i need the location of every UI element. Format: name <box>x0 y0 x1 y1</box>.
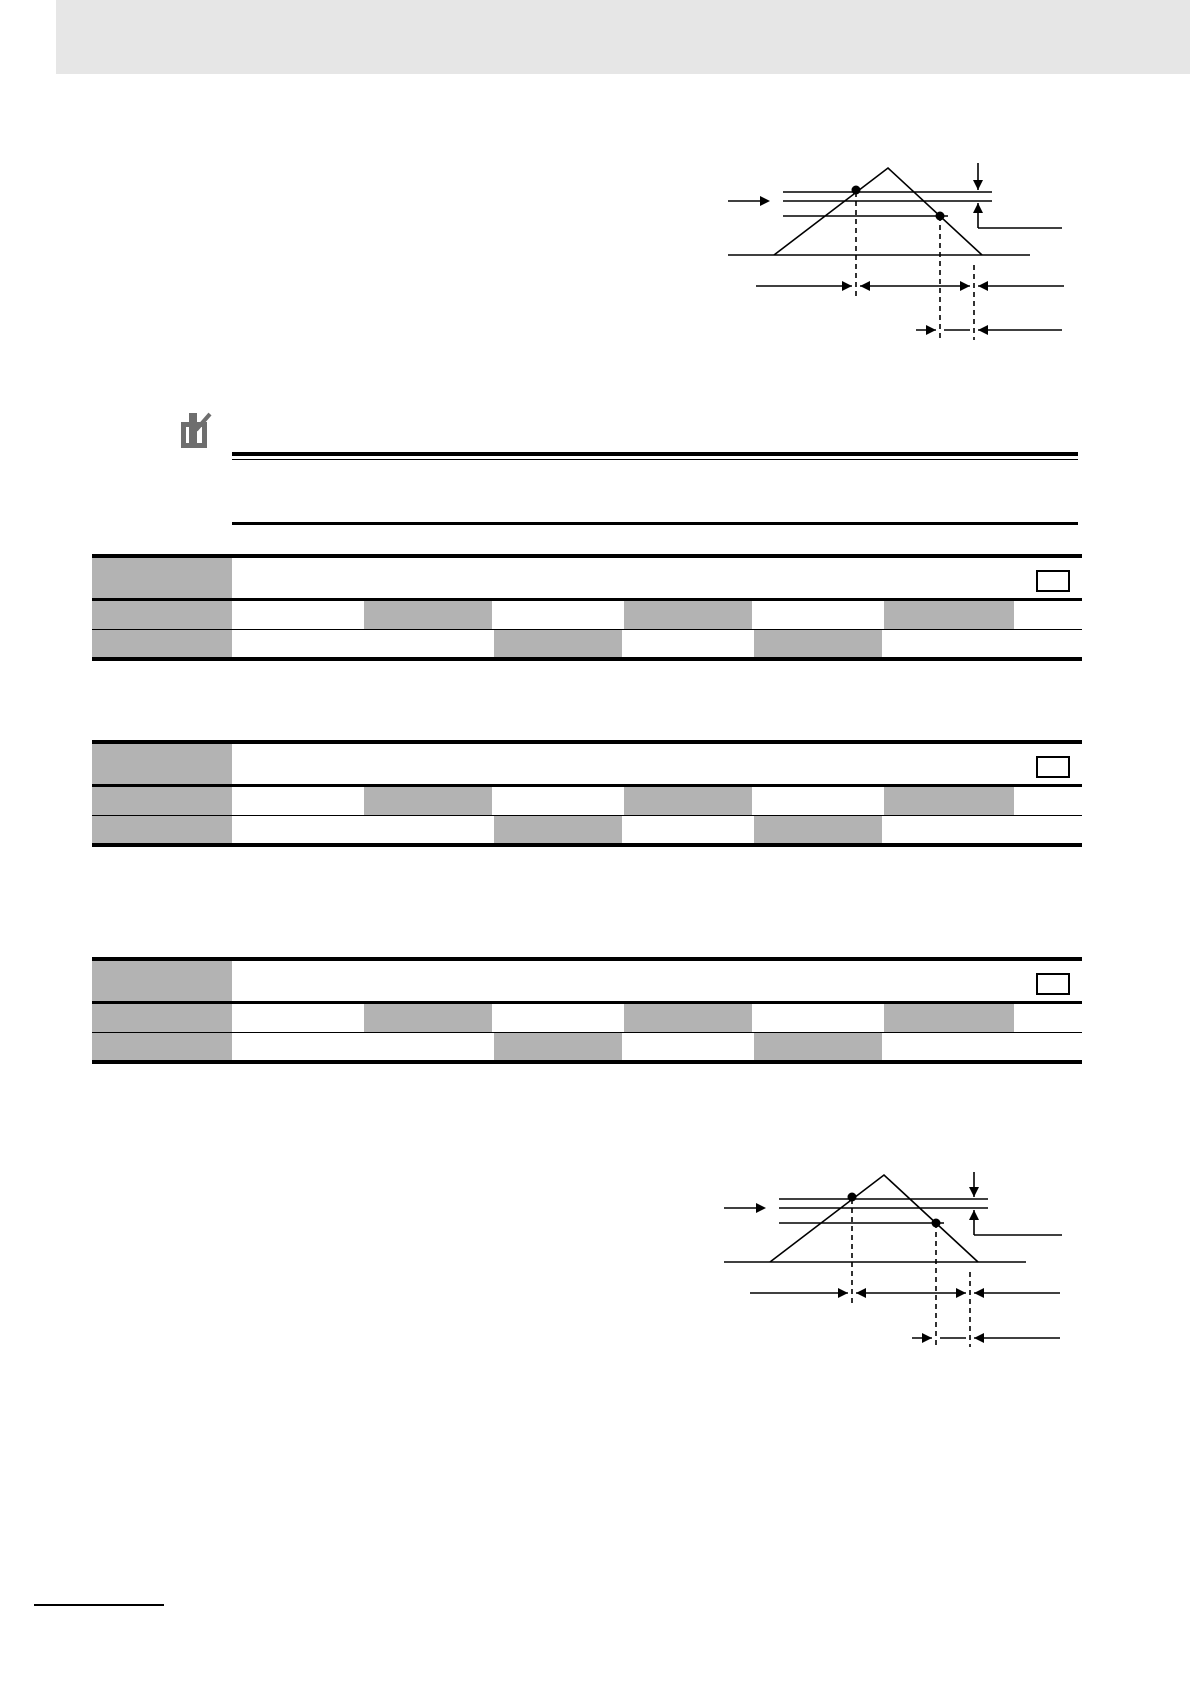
data-attribute-value-cell <box>1016 1004 1082 1032</box>
precaution-top-rule <box>232 452 1078 456</box>
access-label-cell <box>754 816 882 843</box>
index-label-cell <box>92 1033 232 1060</box>
page-header-band <box>56 0 1190 74</box>
parameter-number-cell <box>92 744 232 784</box>
attribute-box <box>1036 570 1070 592</box>
precaution-bottom-rule <box>232 522 1078 525</box>
unit-label-cell <box>364 601 492 629</box>
table-bottom-rule <box>92 657 1082 661</box>
parameter-number-cell <box>92 558 232 598</box>
parameter-name-cell <box>234 744 1082 784</box>
size-label-cell <box>494 816 622 843</box>
attribute-box <box>1036 973 1070 995</box>
data-attribute-label-cell <box>884 601 1014 629</box>
setting-range-label-cell <box>92 1004 232 1032</box>
unit-label-cell <box>364 1004 492 1032</box>
parameter-number-cell <box>92 961 232 1001</box>
parameter-table-1 <box>92 554 1082 661</box>
precautions-for-correct-use-icon <box>178 410 214 450</box>
setting-range-value-cell <box>234 601 362 629</box>
size-label-cell <box>494 630 622 657</box>
data-attribute-value-cell <box>1016 601 1082 629</box>
parameter-name-cell <box>234 961 1082 1001</box>
default-setting-value-cell <box>754 1004 882 1032</box>
parameter-table-3 <box>92 957 1082 1064</box>
size-value-cell <box>624 1033 752 1060</box>
precaution-top-subrule <box>232 459 1078 460</box>
unit-value-cell <box>494 1004 622 1032</box>
setting-range-label-cell <box>92 787 232 815</box>
unit-label-cell <box>364 787 492 815</box>
size-value-cell <box>624 816 752 843</box>
data-attribute-label-cell <box>884 1004 1014 1032</box>
access-value-cell <box>884 1033 1082 1060</box>
attribute-box <box>1036 756 1070 778</box>
access-value-cell <box>884 816 1082 843</box>
setting-range-value-cell <box>234 1004 362 1032</box>
default-setting-value-cell <box>754 601 882 629</box>
setting-range-value-cell <box>234 787 362 815</box>
table-bottom-rule <box>92 843 1082 847</box>
unit-value-cell <box>494 787 622 815</box>
upper-timing-diagram <box>720 160 1080 350</box>
index-label-cell <box>92 630 232 657</box>
index-value-cell <box>234 816 492 843</box>
setting-range-label-cell <box>92 601 232 629</box>
default-setting-value-cell <box>754 787 882 815</box>
table-bottom-rule <box>92 1060 1082 1064</box>
index-value-cell <box>234 1033 492 1060</box>
size-value-cell <box>624 630 752 657</box>
data-attribute-value-cell <box>1016 787 1082 815</box>
access-label-cell <box>754 630 882 657</box>
default-setting-label-cell <box>624 601 752 629</box>
lower-timing-diagram <box>716 1168 1076 1358</box>
default-setting-label-cell <box>624 787 752 815</box>
default-setting-label-cell <box>624 1004 752 1032</box>
access-label-cell <box>754 1033 882 1060</box>
size-label-cell <box>494 1033 622 1060</box>
parameter-name-cell <box>234 558 1082 598</box>
access-value-cell <box>884 630 1082 657</box>
index-value-cell <box>234 630 492 657</box>
parameter-table-2 <box>92 740 1082 847</box>
footer-rule <box>34 1604 164 1606</box>
data-attribute-label-cell <box>884 787 1014 815</box>
unit-value-cell <box>494 601 622 629</box>
index-label-cell <box>92 816 232 843</box>
